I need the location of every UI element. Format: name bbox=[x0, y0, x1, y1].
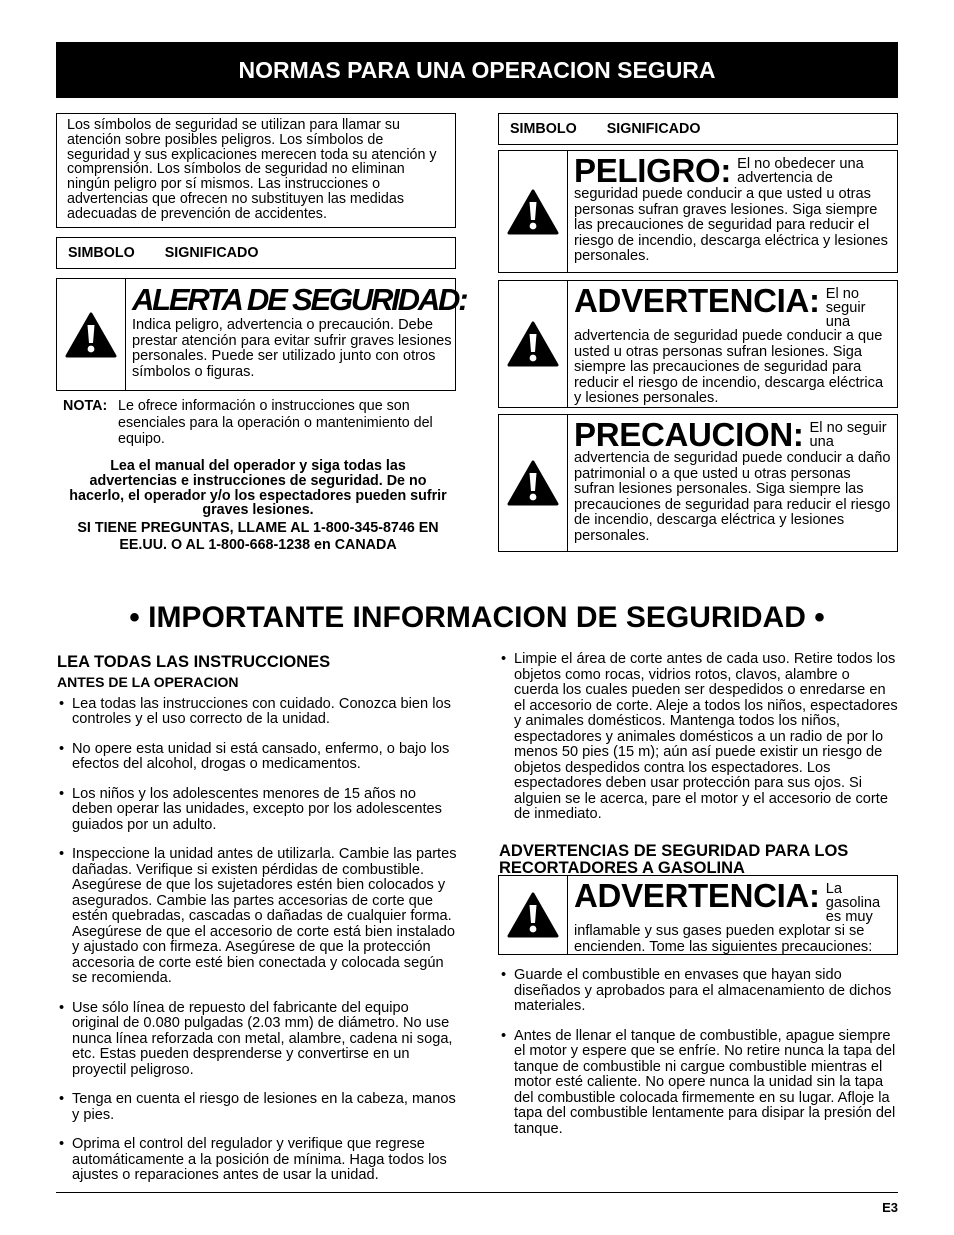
phone-notice: SI TIENE PREGUNTAS, LLAME AL 1-800-345-8746 EN EE.UU. O AL 1-800-668-1238 en CANADA bbox=[77, 520, 439, 553]
peligro-text: seguridad puede conducir a que usted u otras personas sufran graves lesiones. Siga siempre las precauciones de seguridad para reducir el riesgo de incendio, descarga eléctrica y lesiones personales. bbox=[574, 186, 888, 264]
precaucion-lead: El no seguir una bbox=[809, 420, 887, 450]
precaucion-title: PRECAUCION: bbox=[574, 416, 804, 453]
left-bullet-list bbox=[57, 697, 457, 1184]
lea-instrucciones-heading: LEA TODAS LAS INSTRUCCIONES bbox=[57, 653, 331, 671]
intro-text-box: Los símbolos de seguridad se utilizan para llamar su atención sobre posibles peligros. Los símbolos de seguridad y sus explicaciones merecen toda su atención y comprensión. Los símbolos de seguridad no eliminan ningún peligro por sí mismos. Las instrucciones o advertencias que ofrecen no substituyen las medidas adecuadas de prevención de accidentes. bbox=[56, 113, 456, 228]
list-item: • Use sólo línea de repuesto del fabricante del equipo original de 0.080 pulgadas (2.03 mm) de diámetro. No use nunca línea reforzada con metal, alambre, cadena ni soga, etc. Estas pueden desprenderse y convertirse en un proyectil peligroso. bbox=[57, 1001, 457, 1079]
section-header: NORMAS PARA UNA OPERACION SEGURA bbox=[56, 42, 898, 98]
precaucion-box bbox=[498, 414, 898, 552]
list-item: • Lea todas las instrucciones con cuidado. Conozca bien los controles y el uso correcto de la unidad. bbox=[57, 697, 457, 728]
peligro-title: PELIGRO: bbox=[574, 152, 732, 189]
right-column bbox=[499, 652, 898, 877]
warning-triangle-icon bbox=[57, 279, 126, 390]
gasolina-bullet-list bbox=[499, 968, 898, 1137]
warning-triangle-icon bbox=[499, 415, 568, 551]
warning-triangle-icon bbox=[499, 281, 568, 407]
significado-column-header: SIGNIFICADO bbox=[164, 245, 259, 261]
simbolo-column-header: SIMBOLO bbox=[510, 121, 577, 137]
list-item: • Tenga en cuenta el riesgo de lesiones en la cabeza, manos y pies. bbox=[57, 1092, 457, 1123]
right-bullet-list bbox=[499, 652, 898, 823]
alerta-seguridad-box bbox=[56, 278, 467, 391]
significado-column-header: SIGNIFICADO bbox=[606, 121, 701, 137]
right-column-lower bbox=[499, 968, 898, 1151]
gasolina-heading: ADVERTENCIAS DE SEGURIDAD PARA LOS RECORTADORES A GASOLINA bbox=[499, 841, 849, 877]
list-item: • Inspeccione la unidad antes de utilizarla. Cambie las partes dañadas. Verifique si existen pérdidas de combustible. Asegúrese de que los sujetadores estén bien colocados y asegurados. Cambie las partes accesorias de corte que estén quebradas, cascadas o dañadas de cualquier forma. Asegúrese de que el accesorio de corte está bien instalado y ajustado con firmeza. Asegúrese de que la protección accesoria de corte esté bien conectada y colocada según se recomienda. bbox=[57, 847, 457, 987]
nota-label: NOTA: bbox=[63, 398, 108, 414]
warning-triangle-icon bbox=[499, 876, 568, 954]
warning-triangle-icon bbox=[499, 151, 568, 272]
gasolina-advertencia-box bbox=[498, 875, 898, 955]
alerta-text: Indica peligro, advertencia o precaución. Debe prestar atención para evitar sufrir graves lesiones personales. Puede ser utilizado junto con otros símbolos o figuras. bbox=[132, 317, 452, 380]
list-item: • Oprima el control del regulador y verifique que regrese automáticamente a la posición de mínima. Haga todos los ajustes o reparaciones antes de usar la unidad. bbox=[57, 1137, 457, 1184]
list-item: • Antes de llenar el tanque de combustible, apague siempre el motor y espere que se enfríe. No retire nunca la tapa del tanque de combustible ni cargue combustible mientras el motor esté caliente. No opere nunca la unidad sin la tapa del combustible colocada firmemente en su lugar. Afloje la tapa del combustible lentamente para disipar la presión del tanque. bbox=[499, 1029, 898, 1138]
list-item: • Limpie el área de corte antes de cada uso. Retire todos los objetos como rocas, vidrios rotos, clavos, alambre o cuerda los cuales pueden ser despedidos o enredarse en el accesorio de corte. Aleje a todos los niños, espectadores y animales domésticos. Mantenga todos los niños, espectadores y animales domésticos a un radio de por lo menos 50 pies (15 m); aún así puede existir un riesgo de objetos despedidos contra los espectadores. Los espectadores deben usar protección para sus ojos. Si alguien se le acerca, pare el motor y el accesorio de corte de inmediato. bbox=[499, 652, 898, 823]
symbol-table-header-left bbox=[56, 237, 456, 269]
advertencia-title: ADVERTENCIA: bbox=[574, 282, 820, 319]
simbolo-column-header: SIMBOLO bbox=[68, 245, 135, 261]
list-item: • No opere esta unidad si está cansado, enfermo, o bajo los efectos del alcohol, drogas o medicamentos. bbox=[57, 742, 457, 773]
peligro-lead: El no obedecer una advertencia de bbox=[737, 156, 864, 186]
peligro-box bbox=[498, 150, 898, 273]
advertencia-box bbox=[498, 280, 898, 408]
main-title: • IMPORTANTE INFORMACION DE SEGURIDAD • bbox=[129, 601, 825, 634]
advertencia-text: advertencia de seguridad puede conducir a que usted u otras personas sufran lesiones. Siga siempre las precauciones de seguridad para reducir el riesgo de incendio, descarga eléctrica y lesiones personales. bbox=[574, 328, 884, 406]
list-item: • Los niños y los adolescentes menores de 15 años no deben operar las unidades, excepto por los adolescentes guiados por un adulto. bbox=[57, 787, 457, 834]
alerta-title: ALERTA DE SEGURIDAD: bbox=[132, 282, 467, 317]
symbol-table-header-right bbox=[498, 113, 898, 145]
left-column bbox=[57, 654, 457, 1198]
gas-advertencia-lead: La gasolina es muy bbox=[825, 881, 881, 925]
gas-advertencia-title: ADVERTENCIA: bbox=[574, 877, 820, 914]
gas-advertencia-text: inflamable y sus gases pueden explotar si se encienden. Tome las siguientes precauciones: bbox=[574, 923, 873, 955]
nota-block bbox=[63, 398, 458, 448]
manual-notice: Lea el manual del operador y siga todas las advertencias e instrucciones de seguridad. De no hacerlo, el operador y/o los espectadores pueden sufrir graves lesiones. bbox=[69, 458, 447, 519]
page-number: E3 bbox=[882, 1200, 898, 1215]
nota-text: Le ofrece información o instrucciones que son esenciales para la operación o mantenimiento del equipo. bbox=[118, 398, 433, 447]
advertencia-lead: El no seguir una bbox=[825, 286, 866, 330]
precaucion-text: advertencia de seguridad puede conducir a daño patrimonial o a que usted u otras personas sufran lesiones personales. Siga siempre las precauciones de seguridad para reducir el riesgo de incendio, descarga eléctrica y lesiones personales. bbox=[574, 450, 891, 544]
antes-operacion-subheading: ANTES DE LA OPERACION bbox=[57, 674, 239, 690]
list-item: • Guarde el combustible en envases que hayan sido diseñados y aprobados para el almacenamiento de dichos materiales. bbox=[499, 968, 898, 1015]
footer-divider bbox=[56, 1192, 898, 1193]
